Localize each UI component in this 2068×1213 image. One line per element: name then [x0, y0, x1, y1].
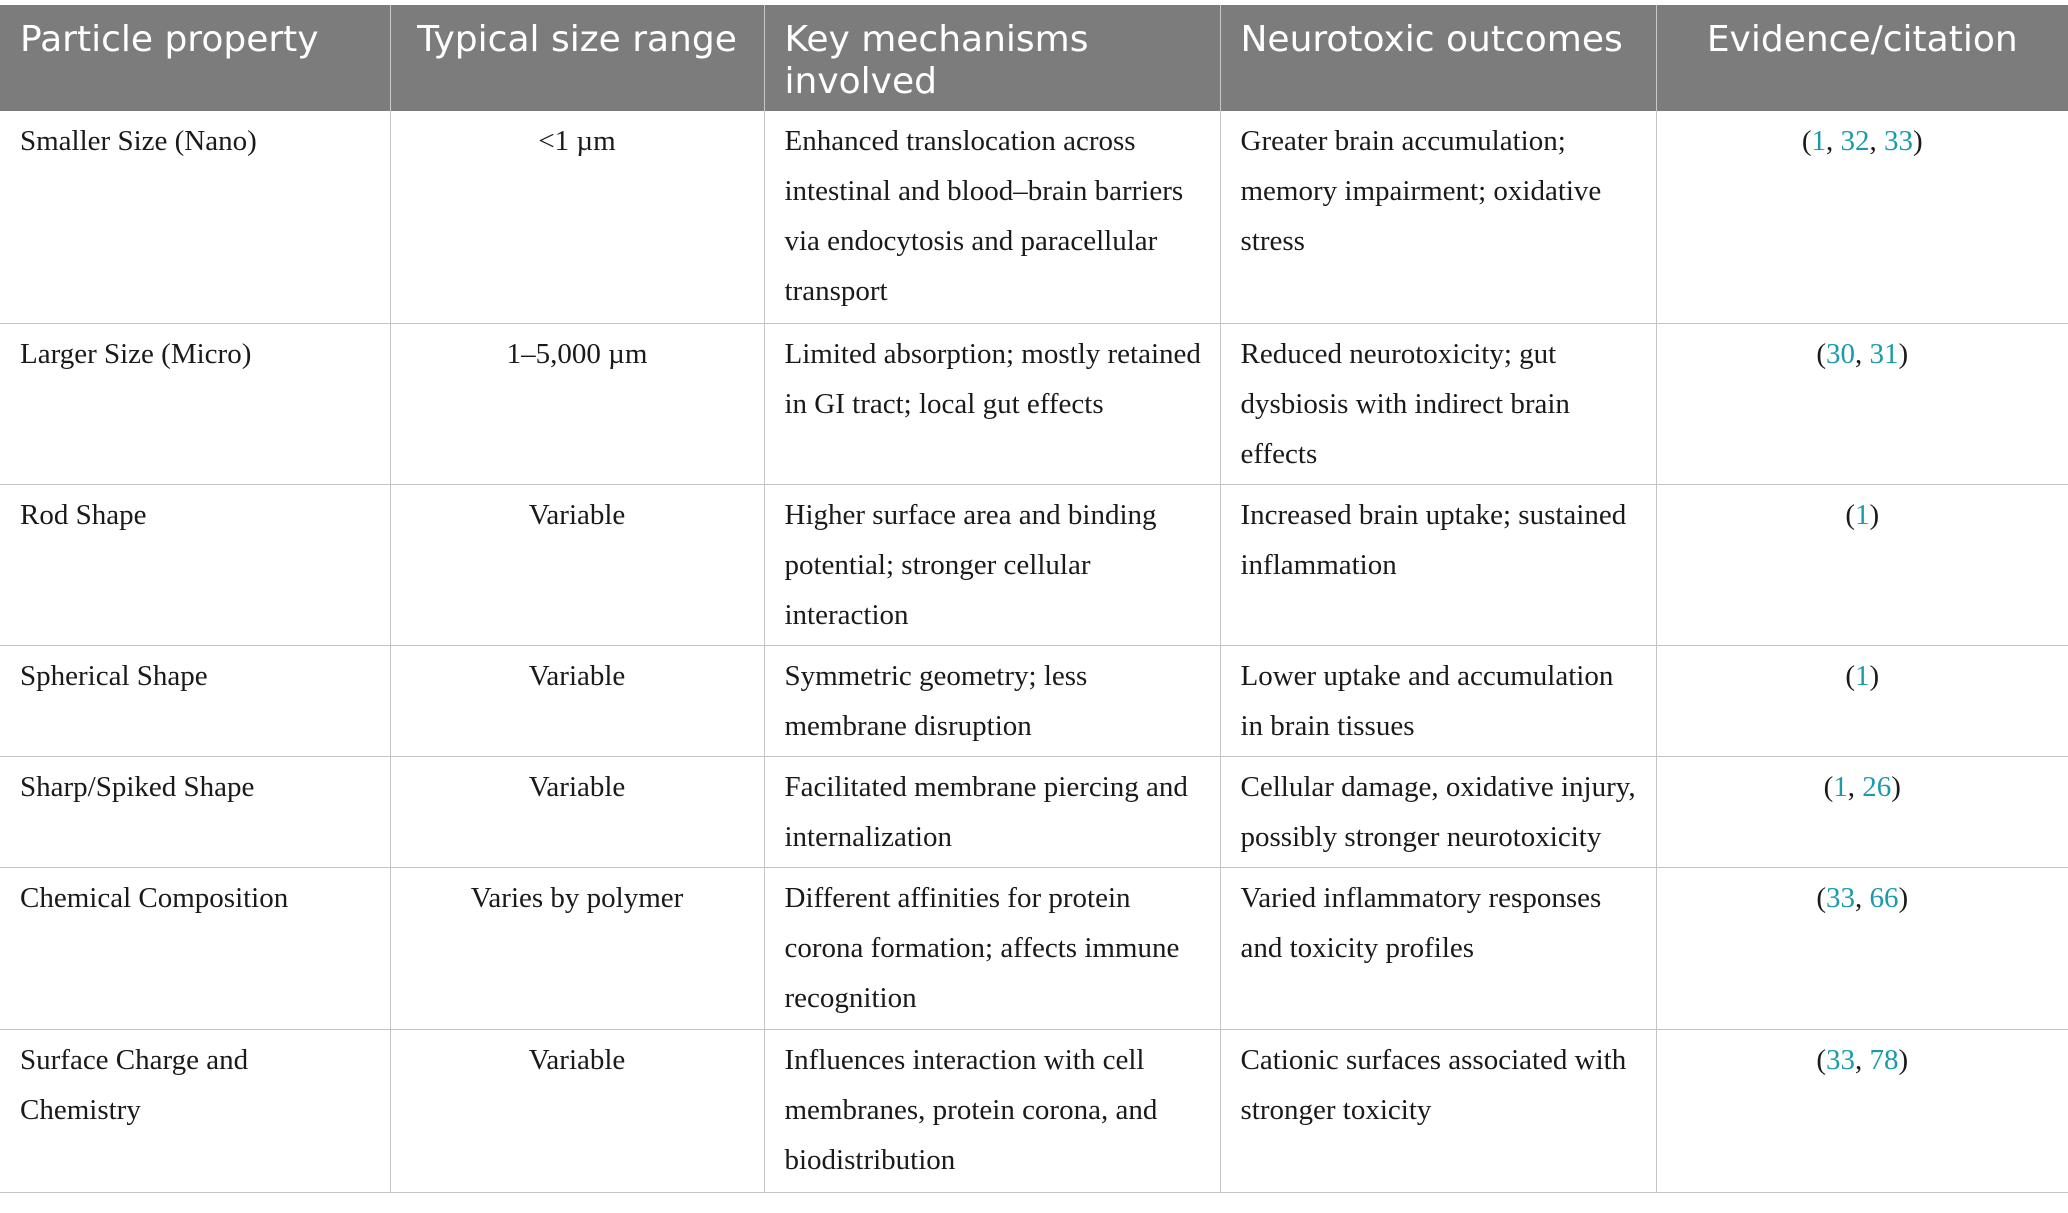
table-row — [0, 756, 2068, 867]
header-particle-property: Particle property — [0, 5, 390, 111]
size-range-cell: <1 µm — [390, 111, 764, 323]
citation-link[interactable]: 31 — [1869, 337, 1899, 370]
size-range-cell: Variable — [390, 1029, 764, 1192]
table-row — [0, 323, 2068, 484]
size-range-cell: 1–5,000 µm — [390, 323, 764, 484]
property-cell: Spherical Shape — [0, 645, 390, 756]
citation-cell: (30, 31) — [1656, 323, 2068, 484]
mechanisms-cell: Enhanced translocation across intestinal and blood–brain barriers via endocytosis and paracellular transport — [764, 111, 1220, 323]
citation-link[interactable]: 1 — [1833, 770, 1848, 803]
table-row — [0, 111, 2068, 323]
property-cell: Smaller Size (Nano) — [0, 111, 390, 323]
citation-link[interactable]: 1 — [1811, 125, 1826, 157]
citation-cell: (1, 26) — [1656, 756, 2068, 867]
citation-cell: (33, 78) — [1656, 1029, 2068, 1192]
mechanisms-cell: Higher surface area and binding potential; stronger cellular interaction — [764, 484, 1220, 645]
mechanisms-cell: Symmetric geometry; less membrane disruption — [764, 645, 1220, 756]
citation-link[interactable]: 33 — [1826, 881, 1855, 914]
citation-cell: (33, 66) — [1656, 867, 2068, 1029]
citation-link[interactable]: 1 — [1855, 659, 1870, 692]
property-cell: Larger Size (Micro) — [0, 323, 390, 484]
outcomes-cell: Varied inflammatory responses and toxicity profiles — [1220, 867, 1656, 1029]
citation-link[interactable]: 1 — [1855, 498, 1870, 531]
property-cell: Surface Charge and Chemistry — [0, 1029, 390, 1192]
mechanisms-cell: Limited absorption; mostly retained in GI tract; local gut effects — [764, 323, 1220, 484]
size-range-cell: Variable — [390, 756, 764, 867]
header-neurotoxic-outcomes: Neurotoxic outcomes — [1220, 5, 1656, 111]
citation-link[interactable]: 78 — [1869, 1043, 1899, 1076]
property-cell: Rod Shape — [0, 484, 390, 645]
citation-link[interactable]: 33 — [1884, 125, 1913, 157]
outcomes-cell: Greater brain accumulation; memory impairment; oxidative stress — [1220, 111, 1656, 323]
citation-link[interactable]: 33 — [1826, 1043, 1855, 1076]
table-header-row — [0, 5, 2068, 111]
size-range-cell: Varies by polymer — [390, 867, 764, 1029]
table-row — [0, 1029, 2068, 1192]
outcomes-cell: Cellular damage, oxidative injury, possibly stronger neurotoxicity — [1220, 756, 1656, 867]
citation-link[interactable]: 66 — [1869, 881, 1899, 914]
outcomes-cell: Increased brain uptake; sustained inflammation — [1220, 484, 1656, 645]
table-row — [0, 645, 2068, 756]
outcomes-cell: Reduced neurotoxicity; gut dysbiosis with indirect brain effects — [1220, 323, 1656, 484]
size-range-cell: Variable — [390, 484, 764, 645]
size-range-cell: Variable — [390, 645, 764, 756]
property-cell: Chemical Composition — [0, 867, 390, 1029]
mechanisms-cell: Different affinities for protein corona formation; affects immune recognition — [764, 867, 1220, 1029]
citation-link[interactable]: 30 — [1826, 337, 1855, 370]
citation-cell: (1) — [1656, 645, 2068, 756]
citation-link[interactable]: 32 — [1840, 125, 1870, 157]
properties-table — [0, 5, 2068, 1193]
outcomes-cell: Cationic surfaces associated with stronger toxicity — [1220, 1029, 1656, 1192]
citation-cell: (1) — [1656, 484, 2068, 645]
citation-cell: (1, 32, 33) — [1656, 111, 2068, 323]
outcomes-cell: Lower uptake and accumulation in brain tissues — [1220, 645, 1656, 756]
header-evidence-citation: Evidence/citation — [1656, 5, 2068, 111]
table-row — [0, 867, 2068, 1029]
header-typical-size-range: Typical size range — [390, 5, 764, 111]
table-row — [0, 484, 2068, 645]
mechanisms-cell: Facilitated membrane piercing and internalization — [764, 756, 1220, 867]
mechanisms-cell: Influences interaction with cell membranes, protein corona, and biodistribution — [764, 1029, 1220, 1192]
citation-link[interactable]: 26 — [1862, 770, 1892, 803]
header-key-mechanisms: Key mechanisms involved — [764, 5, 1220, 111]
property-cell: Sharp/Spiked Shape — [0, 756, 390, 867]
